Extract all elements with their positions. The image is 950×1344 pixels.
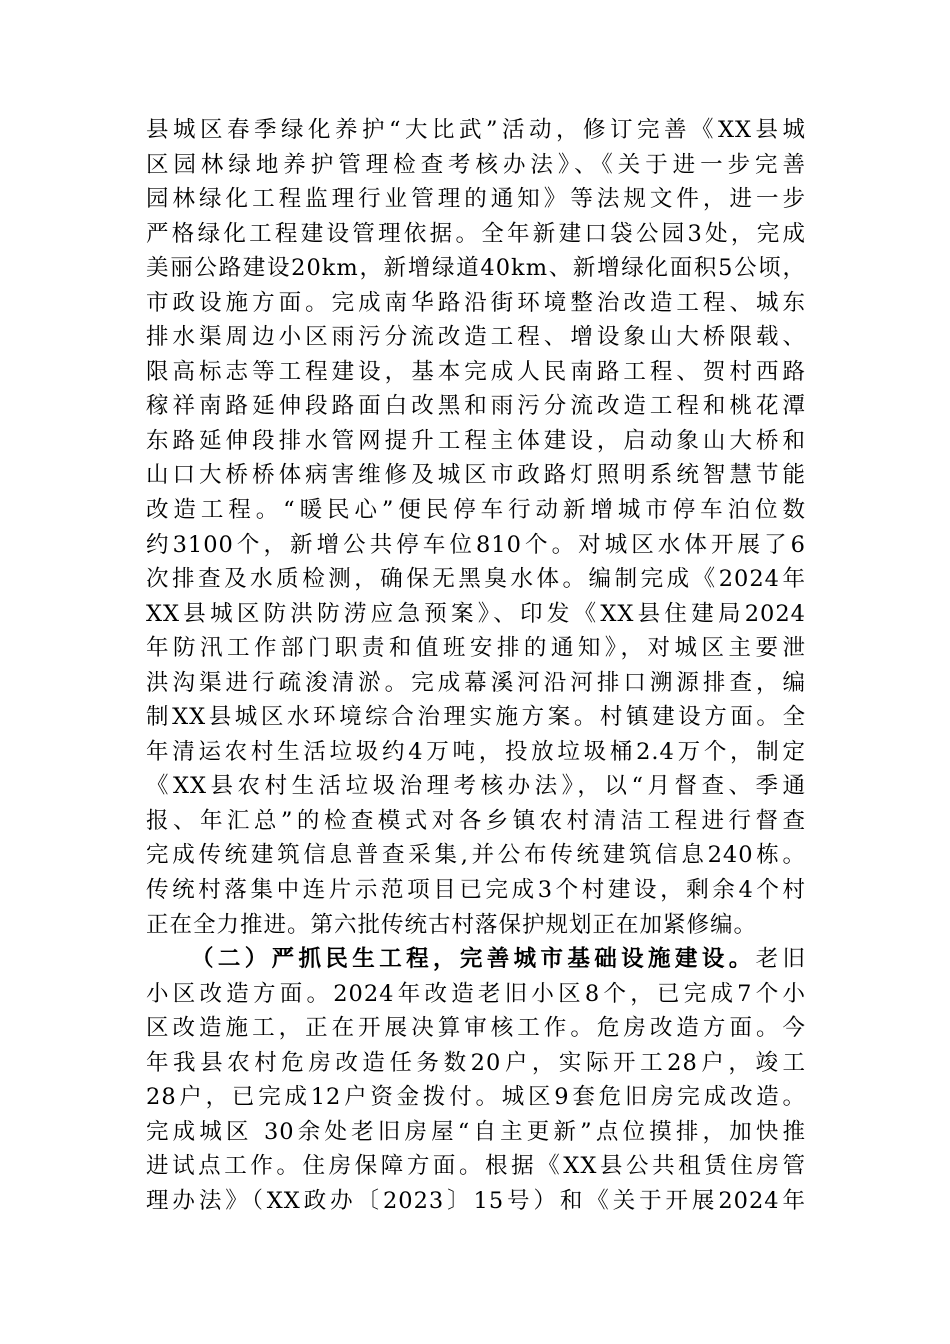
- text-line: 传统村落集中连片示范项目已完成3个村建设，剩余4个村: [146, 877, 806, 904]
- text-line: 年我县农村危房改造任务数20户，实际开工28户，竣工: [146, 1049, 806, 1076]
- text-line: 东路延伸段排水管网提升工程主体建设，启动象山大桥和: [146, 427, 806, 454]
- body-text: [146, 113, 806, 1219]
- text-line: 年清运农村生活垃圾约4万吨，投放垃圾桶2.4万个，制定: [146, 738, 806, 765]
- section-heading-tail: 老旧: [755, 946, 806, 973]
- text-line: 小区改造方面。2024年改造老旧小区8个，已完成7个小: [146, 980, 806, 1007]
- text-line: 园林绿化工程监理行业管理的通知》等法规文件，进一步: [146, 186, 806, 213]
- text-line: 制XX县城区水环境综合治理实施方案。村镇建设方面。全: [146, 704, 806, 731]
- text-line: 《XX县农村生活垃圾治理考核办法》，以“月督查、季通: [146, 773, 806, 800]
- text-line: 理办法》（XX政办〔2023〕15号）和《关于开展2024年: [146, 1187, 806, 1214]
- text-line: 报、年汇总”的检查模式对各乡镇农村清洁工程进行督查: [146, 807, 806, 834]
- text-line: 稼祥南路延伸段路面白改黑和雨污分流改造工程和桃花潭: [146, 393, 806, 420]
- text-line: XX县城区防洪防涝应急预案》、印发《XX县住建局2024: [146, 600, 806, 627]
- text-line: 限高标志等工程建设，基本完成人民南路工程、贺村西路: [146, 358, 806, 385]
- text-line: 市政设施方面。完成南华路沿街环境整治改造工程、城东: [146, 289, 806, 316]
- text-line: 完成传统建筑信息普查采集,并公布传统建筑信息240栋。: [146, 842, 806, 869]
- text-line: 山口大桥桥体病害维修及城区市政路灯照明系统智慧节能: [146, 462, 806, 489]
- text-line: 排水渠周边小区雨污分流改造工程、增设象山大桥限载、: [146, 324, 806, 351]
- text-line: 严格绿化工程建设管理依据。全年新建口袋公园3处，完成: [146, 220, 806, 247]
- section-heading-line: [146, 942, 806, 977]
- text-line: 年防汛工作部门职责和值班安排的通知》，对城区主要泄: [146, 635, 806, 662]
- text-line: 区改造施工，正在开展决算审核工作。危房改造方面。今: [146, 1015, 806, 1042]
- text-line: 改造工程。“暖民心”便民停车行动新增城市停车泊位数: [146, 497, 806, 524]
- section-heading: （二）严抓民生工程，完善城市基础设施建设。: [191, 946, 756, 973]
- text-line: 28户，已完成12户资金拨付。城区9套危旧房完成改造。: [146, 1084, 806, 1111]
- text-line: 次排查及水质检测，确保无黑臭水体。编制完成《2024年: [146, 566, 806, 593]
- text-line: 县城区春季绿化养护“大比武”活动，修订完善《XX县城: [146, 117, 806, 143]
- text-line: 进试点工作。住房保障方面。根据《XX县公共租赁住房管: [146, 1153, 806, 1180]
- text-line: 完成城区 30余处老旧房屋“自主更新”点位摸排，加快推: [146, 1118, 806, 1145]
- text-line: 洪沟渠进行疏浚清淤。完成幕溪河沿河排口溯源排查，编: [146, 669, 806, 696]
- text-line: 区园林绿地养护管理检查考核办法》、《关于进一步完善: [146, 151, 806, 178]
- text-line: 正在全力推进。第六批传统古村落保护规划正在加紧修编。: [146, 911, 758, 938]
- text-line: 美丽公路建设20km，新增绿道40km、新增绿化面积5公顷，: [146, 255, 806, 282]
- text-line: 约3100个，新增公共停车位810个。对城区水体开展了6: [146, 531, 806, 558]
